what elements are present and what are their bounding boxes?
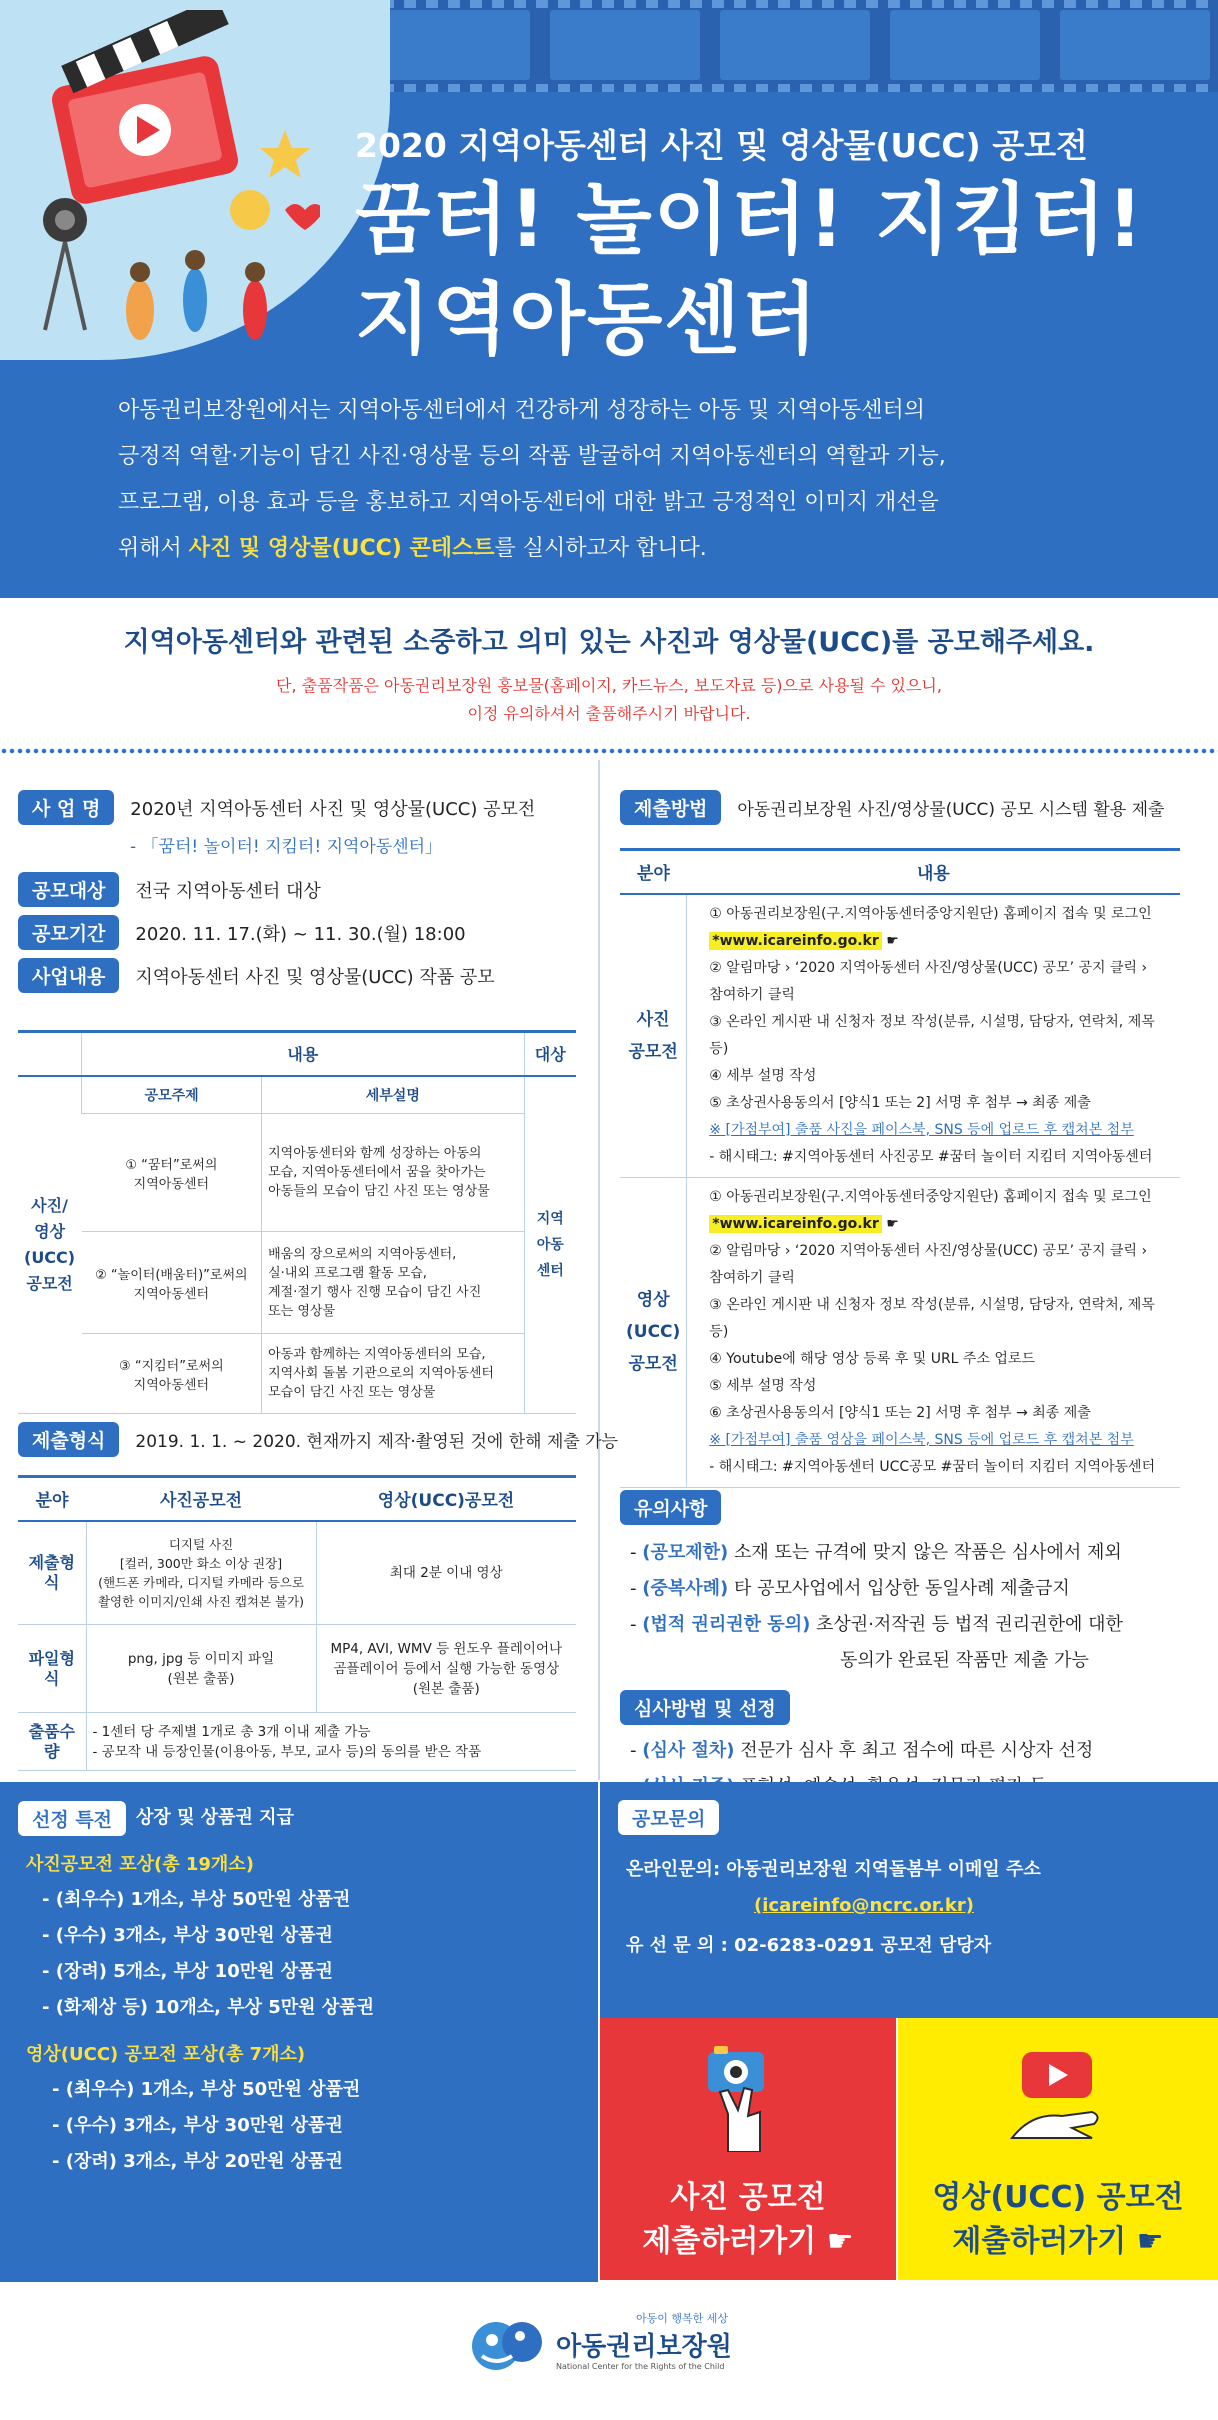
photo-step: ② 알림마당 › ‘2020 지역아동센터 사진/영상물(UCC) 공모’ 공지 클릭 › 참여하기 클릭 xyxy=(709,959,1148,1003)
info-value-period: 2020. 11. 17.(화) ~ 11. 30.(월) 18:00 xyxy=(135,923,466,945)
theme-head-target: 대상 xyxy=(524,1032,576,1076)
format-value: 2019. 1. 1. ~ 2020. 현재까지 제작·촬영된 것에 한해 제출 가능 xyxy=(135,1432,619,1452)
camera-hand-icon xyxy=(698,2042,798,2152)
video-step: ⑤ 세부 설명 작성 xyxy=(709,1377,817,1394)
pointer-icon: ☛ xyxy=(1126,2224,1164,2259)
submit-video-name: 영상 (UCC) 공모전 xyxy=(620,1177,687,1487)
format-cell-photo: png, jpg 등 이미지 파일 (원본 출품) xyxy=(86,1625,316,1713)
video-submit-url[interactable]: *www.icareinfo.go.kr xyxy=(709,1215,881,1233)
info-label-period: 공모기간 xyxy=(18,915,119,950)
video-submit-button[interactable] xyxy=(898,2018,1218,2280)
format-head-photo: 사진공모전 xyxy=(159,1491,243,1512)
format-cell-quantity: - 1센터 당 주제별 1개로 총 3개 이내 제출 가능 - 공모작 내 등장인물(이용아동, 부모, 교사 등)의 동의를 받은 작품 xyxy=(86,1713,576,1771)
theme-desc-1: 지역아동센터와 함께 성장하는 아동의 모습, 지역아동센터에서 꿈을 찾아가는 아동들의 모습이 담긴 사진 또는 영상물 xyxy=(262,1114,524,1232)
submit-head-content: 내용 xyxy=(916,864,950,885)
table-row xyxy=(18,1713,576,1771)
judge-label: 심사방법 및 선정 xyxy=(620,1690,790,1725)
judge-item: - (심사 절차) 전문가 심사 후 최고 점수에 따른 시상자 선정 xyxy=(630,1740,1094,1761)
info-row-period xyxy=(18,915,466,950)
dotted-divider xyxy=(0,748,1218,754)
photo-step: ③ 온라인 게시판 내 신청자 정보 작성(분류, 시설명, 담당자, 연락처, 제목 등) xyxy=(709,1013,1155,1057)
caution-item-cont: 동의가 완료된 작품만 제출 가능 xyxy=(840,1650,1089,1671)
table-row xyxy=(620,894,1180,1178)
theme-desc-3: 아동과 함께하는 지역아동센터의 모습, 지역사회 돌봄 기관으로의 지역아동센터 모습이 담긴 사진 또는 영상물 xyxy=(262,1334,524,1414)
photo-prize-item: - (화제상 등) 10개소, 부상 5만원 상품권 xyxy=(42,1997,374,2018)
theme-topic-2: ② “놀이터(배움터)”로써의 지역아동센터 xyxy=(82,1232,262,1334)
table-row xyxy=(18,1232,576,1334)
intro-line-1: 아동권리보장원에서는 지역아동센터에서 건강하게 성장하는 아동 및 지역아동센터의 xyxy=(118,398,926,423)
video-step: ② 알림마당 › ‘2020 지역아동센터 사진/영상물(UCC) 공모’ 공지 클릭 › 참여하기 클릭 xyxy=(709,1242,1148,1286)
pointer-icon: ☛ xyxy=(881,932,899,949)
info-row-project xyxy=(18,790,535,825)
info-label-target: 공모대상 xyxy=(18,872,119,907)
photo-step: ④ 세부 설명 작성 xyxy=(709,1067,817,1084)
format-label: 제출형식 xyxy=(18,1422,119,1457)
contact-online: 온라인문의: 아동권리보장원 지역돌봄부 이메일 주소 xyxy=(626,1859,1041,1880)
org-slogan: 아동이 행복한 세상 xyxy=(636,2312,729,2325)
info-value-project: 2020년 지역아동센터 사진 및 영상물(UCC) 공모전 xyxy=(130,798,536,820)
submit-label: 제출방법 xyxy=(620,790,721,825)
video-step: ① 아동권리보장원(구.지역아동센터중앙지원단) 홈페이지 접속 및 로그인 xyxy=(709,1188,1152,1205)
info-value-target: 전국 지역아동센터 대상 xyxy=(135,880,321,902)
theme-sub-topic: 공모주제 xyxy=(82,1076,262,1114)
info-row-content xyxy=(18,958,495,993)
photo-prize-item: - (장려) 5개소, 부상 10만원 상품권 xyxy=(42,1961,333,1982)
pointer-icon: ☛ xyxy=(816,2224,854,2259)
intro-line-2: 긍정적 역할·기능이 담긴 사진·영상물 등의 작품 발굴하여 지역아동센터의 역할과 기능, xyxy=(118,444,946,469)
photo-button-line1: 사진 공모전 xyxy=(670,2180,826,2215)
contest-title xyxy=(355,170,1145,370)
photo-submit-button[interactable] xyxy=(600,2018,896,2280)
prize-label: 선정 특전 xyxy=(18,1801,126,1836)
film-camera-illustration xyxy=(20,10,320,370)
contact-label: 공모문의 xyxy=(618,1800,719,1835)
contact-email-link[interactable]: (icareinfo@ncrc.or.kr) xyxy=(754,1895,974,1916)
caution-item: - (법적 권리권한 동의) 초상권·저작권 등 법적 권리권한에 대한 xyxy=(630,1614,1123,1635)
photo-prize-item: - (우수) 3개소, 부상 30만원 상품권 xyxy=(42,1925,333,1946)
format-table xyxy=(18,1475,576,1771)
prize-section xyxy=(0,1782,598,2282)
contact-section xyxy=(600,1782,1218,2018)
intro-line-3: 프로그램, 이용 효과 등을 홍보하고 지역아동센터에 대한 밝고 긍정적인 이미지 개선을 xyxy=(118,490,939,515)
format-row-name: 출품수량 xyxy=(18,1713,86,1771)
caution-item: - (공모제한) 소재 또는 규격에 맞지 않은 작품은 심사에서 제외 xyxy=(630,1542,1122,1563)
org-name: 아동권리보장원 xyxy=(556,2332,732,2362)
video-bonus-note: ※ [가점부여] 출품 영상을 페이스북, SNS 등에 업로드 후 캡쳐본 첨부 xyxy=(709,1431,1134,1448)
video-prize-item: - (최우수) 1개소, 부상 50만원 상품권 xyxy=(52,2079,361,2100)
intro-paragraph xyxy=(118,388,1118,572)
table-row xyxy=(620,1177,1180,1487)
title-line-2: 지역아동센터 xyxy=(355,275,820,365)
info-label-content: 사업내용 xyxy=(18,958,119,993)
submit-table xyxy=(620,848,1180,1488)
caution-section xyxy=(620,1490,1123,1679)
video-prize-head: 영상(UCC) 공모전 포상(총 7개소) xyxy=(26,2044,306,2065)
video-prize-item: - (장려) 3개소, 부상 20만원 상품권 xyxy=(52,2151,343,2172)
call-to-entry: 지역아동센터와 관련된 소중하고 의미 있는 사진과 영상물(UCC)를 공모해주세요. xyxy=(123,627,1095,658)
submit-head-field: 분야 xyxy=(636,864,670,885)
pointer-icon: ☛ xyxy=(881,1215,899,1232)
photo-bonus-note: ※ [가점부여] 출품 사진을 페이스북, SNS 등에 업로드 후 캡쳐본 첨부 xyxy=(709,1121,1134,1138)
photo-hashtags: - 해시태그: #지역아동센터 사진공모 #꿈터 놀이터 지킴터 지역아동센터 xyxy=(709,1148,1153,1165)
format-head-video: 영상(UCC)공모전 xyxy=(377,1491,515,1512)
theme-head-content: 내용 xyxy=(82,1032,524,1076)
info-row-target xyxy=(18,872,321,907)
table-row xyxy=(18,1521,576,1625)
video-prize-item: - (우수) 3개소, 부상 30만원 상품권 xyxy=(52,2115,343,2136)
format-row-name: 제출형식 xyxy=(18,1521,86,1625)
video-step: ⑥ 초상권사용동의서 [양식1 또는 2] 서명 후 첨부 → 최종 제출 xyxy=(709,1404,1091,1421)
format-cell-photo: 디지털 사진 [컬러, 300만 화소 이상 권장] (핸드폰 카메라, 디지털 카메라 등으로 촬영한 이미지/인쇄 사진 캡쳐본 불가) xyxy=(86,1521,316,1625)
contact-phone: 유 선 문 의 : 02-6283-0291 공모전 담당자 xyxy=(626,1935,992,1956)
contest-subtitle: 2020 지역아동센터 사진 및 영상물(UCC) 공모전 xyxy=(355,126,1088,165)
theme-topic-3: ③ “지킴터”로써의 지역아동센터 xyxy=(82,1334,262,1414)
column-divider xyxy=(598,760,600,1780)
info-value-content: 지역아동센터 사진 및 영상물(UCC) 작품 공모 xyxy=(135,966,495,988)
org-english-name: National Center for the Rights of the Child xyxy=(556,2362,725,2371)
photo-step: ⑤ 초상권사용동의서 [양식1 또는 2] 서명 후 첨부 → 최종 제출 xyxy=(709,1094,1091,1111)
submit-value: 아동권리보장원 사진/영상물(UCC) 공모 시스템 활용 제출 xyxy=(737,800,1165,820)
photo-submit-url[interactable]: *www.icareinfo.go.kr xyxy=(709,932,881,950)
theme-topic-1: ① “꿈터”로써의 지역아동센터 xyxy=(82,1114,262,1232)
format-row-name: 파일형식 xyxy=(18,1625,86,1713)
photo-button-line2: 제출하러가기 ☛ xyxy=(642,2224,854,2259)
info-quote: - 「꿈터! 놀이터! 지킴터! 지역아동센터」 xyxy=(130,837,443,857)
footer xyxy=(0,2290,1218,2420)
video-button-line2: 제출하러가기 ☛ xyxy=(952,2224,1164,2259)
table-row xyxy=(18,1334,576,1414)
theme-target: 지역 아동 센터 xyxy=(524,1076,576,1414)
theme-table xyxy=(18,1030,576,1414)
theme-category: 사진/ 영상 (UCC) 공모전 xyxy=(18,1076,82,1414)
theme-sub-desc: 세부설명 xyxy=(262,1076,524,1114)
table-row xyxy=(18,1625,576,1713)
intro-line-4: 위해서 사진 및 영상물(UCC) 콘테스트를 실시하고자 합니다. xyxy=(118,536,707,561)
format-head-field: 분야 xyxy=(35,1491,69,1512)
table-row xyxy=(18,1114,576,1232)
video-button-line1: 영상(UCC) 공모전 xyxy=(932,2180,1184,2215)
org-logo-icon xyxy=(470,2312,550,2380)
hero-banner xyxy=(0,0,1218,598)
video-hashtags: - 해시태그: #지역아동센터 UCC공모 #꿈터 놀이터 지킴터 지역아동센터 xyxy=(709,1458,1156,1475)
title-line-1: 꿈터! 놀이터! 지킴터! xyxy=(355,175,1145,265)
format-cell-video: MP4, AVI, WMV 등 윈도우 플레이어나 곰플레이어 등에서 실행 가능한 동영상 (원본 출품) xyxy=(316,1625,576,1713)
caution-label: 유의사항 xyxy=(620,1490,721,1525)
format-row xyxy=(18,1422,618,1457)
film-strip-decoration xyxy=(360,0,1218,92)
submit-photo-name: 사진 공모전 xyxy=(620,894,687,1178)
intro-highlight: 사진 및 영상물(UCC) 콘테스트 xyxy=(188,536,495,561)
photo-prize-head: 사진공모전 포상(총 19개소) xyxy=(26,1854,254,1875)
submit-row xyxy=(620,790,1164,825)
photo-step: ① 아동권리보장원(구.지역아동센터중앙지원단) 홈페이지 접속 및 로그인 xyxy=(709,905,1152,922)
video-play-hand-icon xyxy=(1002,2042,1112,2152)
video-step: ④ Youtube에 해당 영상 등록 후 및 URL 주소 업로드 xyxy=(709,1350,1036,1367)
prize-title: 상장 및 상품권 지급 xyxy=(136,1807,294,1828)
caution-item: - (중복사례) 타 공모사업에서 입상한 동일사례 제출금지 xyxy=(630,1578,1070,1599)
photo-prize-item: - (최우수) 1개소, 부상 50만원 상품권 xyxy=(42,1889,351,1910)
theme-desc-2: 배움의 장으로써의 지역아동센터, 실·내외 프로그램 활동 모습, 계절·절기 행사 진행 모습이 담긴 사진 또는 영상물 xyxy=(262,1232,524,1334)
usage-notice: 단, 출품작품은 아동권리보장원 홍보물(홈페이지, 카드뉴스, 보도자료 등)으로 사용될 수 있으니, 이정 유의하셔서 출품해주시기 바랍니다. xyxy=(276,676,942,723)
info-label-project: 사 업 명 xyxy=(18,790,114,825)
format-cell-video: 최대 2분 이내 영상 xyxy=(316,1521,576,1625)
video-step: ③ 온라인 게시판 내 신청자 정보 작성(분류, 시설명, 담당자, 연락처, 제목 등) xyxy=(709,1296,1155,1340)
